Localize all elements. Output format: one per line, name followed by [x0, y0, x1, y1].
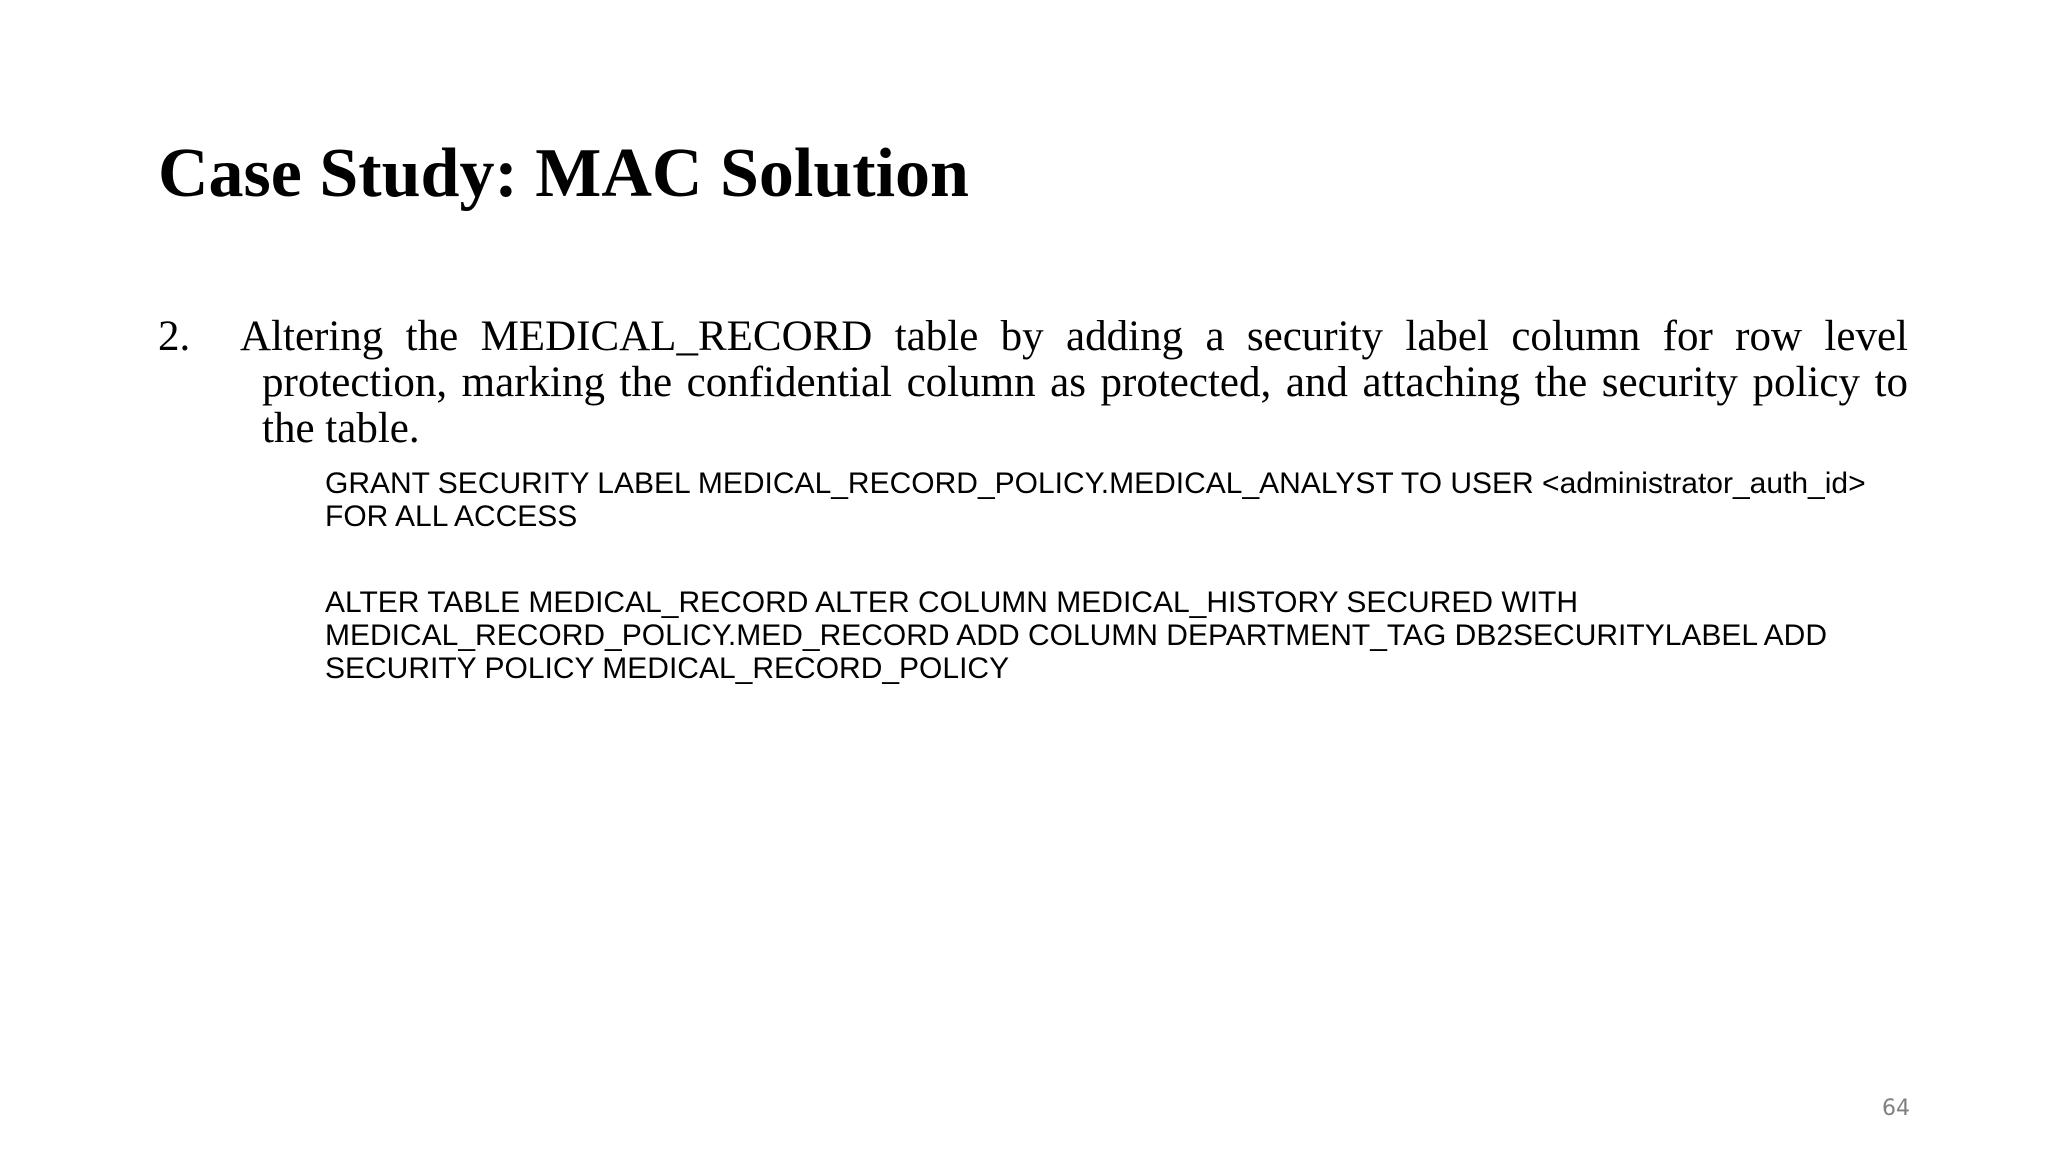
list-item	[158, 314, 1908, 452]
code-line: ALTER TABLE MEDICAL_RECORD ALTER COLUMN MEDICAL_HISTORY SECURED WITH	[325, 586, 1579, 619]
list-item-text: Altering the MEDICAL_RECORD table by adding a security label column for row level protection, marking the confidential column as protected, and attaching the security policy to the table.	[240, 313, 1908, 452]
code-line: SECURITY POLICY MEDICAL_RECORD_POLICY	[325, 652, 1010, 685]
list-item-body	[158, 314, 1908, 452]
page-number: 64	[1882, 1096, 1910, 1121]
code-block-alter	[325, 586, 1915, 685]
code-block-grant	[325, 467, 1915, 533]
slide-title: Case Study: MAC Solution	[158, 135, 969, 212]
code-line: GRANT SECURITY LABEL MEDICAL_RECORD_POLICY.MEDICAL_ANALYST TO USER <administrator_auth_id>	[325, 467, 1866, 500]
list-item-number: 2.	[158, 313, 191, 360]
code-line: MEDICAL_RECORD_POLICY.MED_RECORD ADD COLUMN DEPARTMENT_TAG DB2SECURITYLABEL ADD	[325, 619, 1828, 652]
code-line: FOR ALL ACCESS	[325, 500, 578, 533]
